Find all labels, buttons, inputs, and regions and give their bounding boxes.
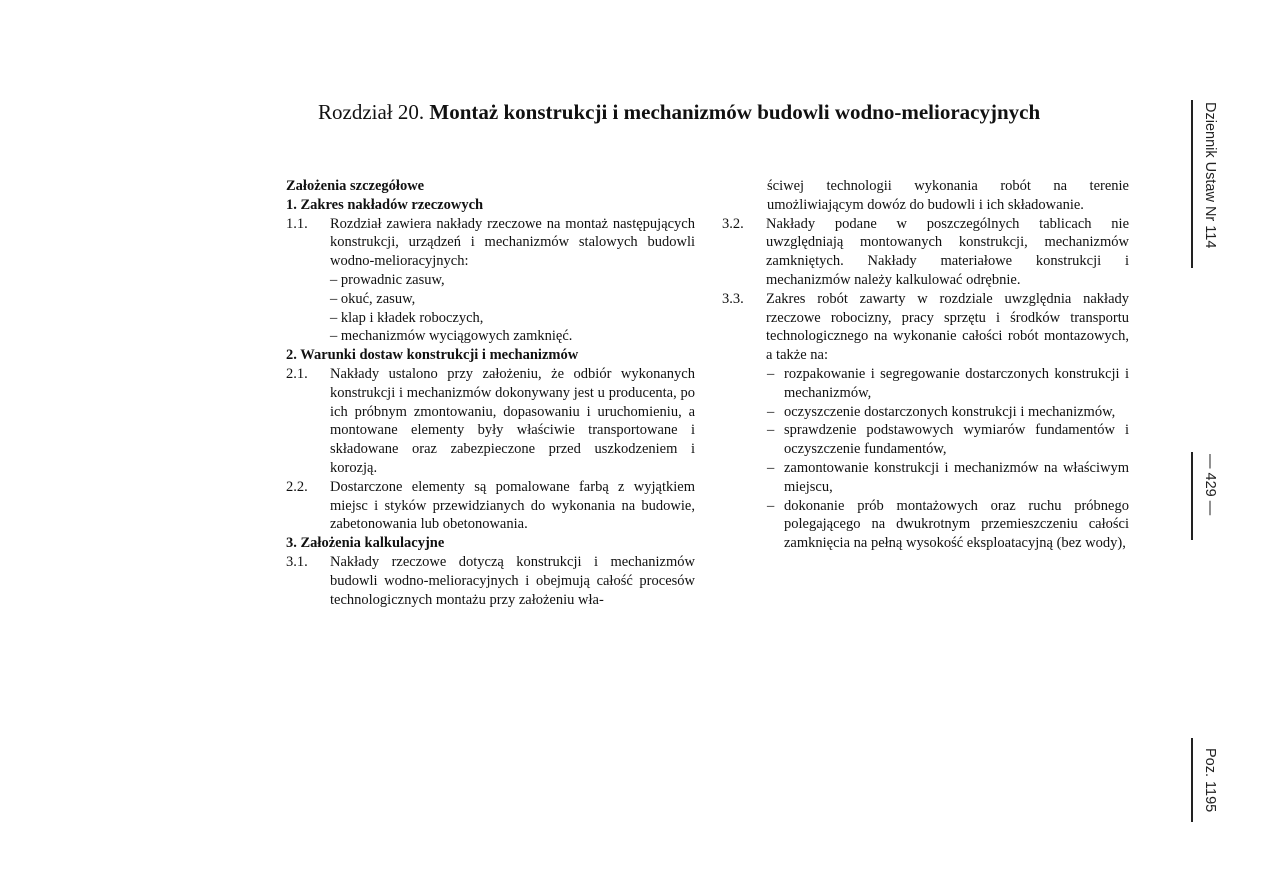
paragraph-number: 1.1. <box>286 215 308 232</box>
paragraph-3-1-continued: ściwej technologii wykonania robót na terenie umożliwiającym dowóz do budowli i ich składowanie. <box>767 178 1129 213</box>
list-item: – sprawdzenie podstawowych wymiarów fundamentów i oczyszczenie fundamentów, <box>767 422 1129 458</box>
paragraph-number: 3.3. <box>722 290 744 307</box>
position-number: Poz. 1195 <box>1202 748 1218 813</box>
paragraph-text: Nakłady podane w poszczególnych tablicach nie uwzględniają montowanych konstrukcji, mechanizmów zamkniętych. Nakłady materiałowe konstrukcji i mechanizmów należy kalkulować odrębnie. <box>766 215 1129 288</box>
paragraph-text: Nakłady ustalono przy założeniu, że odbiór wykonanych konstrukcji i mechanizmów dokonywany jest u producenta, po ich próbnym zmontowaniu, dopasowaniu i uruchomieniu, a montowane elementy były właściwie transportowane i składowane oraz zabezpieczone przed uszkodzeniem i korozją. <box>330 365 695 476</box>
paragraph-number: 2.1. <box>286 365 308 382</box>
right-column <box>722 177 1129 553</box>
list-item: – rozpakowanie i segregowanie dostarczonych konstrukcji i mechanizmów, <box>767 365 1129 401</box>
list-item-text: rozpakowanie i segregowanie dostarczonych konstrukcji i mechanizmów, <box>784 365 1129 401</box>
paragraph-3-2 <box>722 215 1129 290</box>
list-item: – mechanizmów wyciągowych zamknięć. <box>330 328 573 345</box>
list-item-text: zamontowanie konstrukcji i mechanizmów na właściwym miejscu, <box>784 459 1129 495</box>
journal-name: Dziennik Ustaw Nr 114 <box>1202 102 1218 249</box>
list-item: – oczyszczenie dostarczonych konstrukcji i mechanizmów, <box>767 403 1116 420</box>
paragraph-text: Nakłady rzeczowe dotyczą konstrukcji i mechanizmów budowli wodno-melioracyjnych i obejmują całość procesów technologicznych montażu przy założeniu wła- <box>330 553 695 608</box>
section-heading: Założenia szczegółowe <box>286 178 425 194</box>
paragraph-1-1 <box>286 215 695 271</box>
paragraph-text: Rozdział zawiera nakłady rzeczowe na montaż następujących konstrukcji, urządzeń i mechanizmów stalowych budowli wodno-melioracyjnych: <box>330 215 695 270</box>
left-column <box>286 177 695 609</box>
paragraph-3-3 <box>722 290 1129 365</box>
paragraph-number: 2.2. <box>286 478 308 495</box>
chapter-title: Montaż konstrukcji i mechanizmów budowli wodno-melioracyjnych <box>429 100 1041 124</box>
paragraph-text: Zakres robót zawarty w rozdziale uwzględnia nakłady rzeczowe robocizny, pracy sprzętu i środków transportu technologicznego na wykonanie całości robót montazowych, a także na: <box>766 290 1129 364</box>
paragraph-number: 3.1. <box>286 553 308 570</box>
list-item-text: oczyszczenie dostarczonych konstrukcji i mechanizmów, <box>784 403 1116 420</box>
paragraph-3-1 <box>286 553 695 609</box>
section-1-heading: 1. Zakres nakładów rzeczowych <box>286 196 484 213</box>
paragraph-2-1 <box>286 365 695 478</box>
paragraph-number: 3.2. <box>722 215 744 232</box>
list-item: – prowadnic zasuw, <box>330 271 445 288</box>
chapter-label: Rozdział 20. <box>318 100 425 124</box>
list-item: – okuć, zasuw, <box>330 290 416 307</box>
page-title <box>318 99 1138 125</box>
paragraph-text: Dostarczone elementy są pomalowane farbą z wyjątkiem miejsc i styków przewidzianych do wykonania na budowie, zabetonowania lub obetonowania. <box>330 478 695 533</box>
list-item: – klap i kładek roboczych, <box>330 309 484 326</box>
list-item: – dokonanie prób montażowych oraz ruchu próbnego polegającego na dwukrotnym przemieszczeniu całości zamknięcia na pełną wysokość eksploatacyjną (bez wody), <box>767 497 1129 552</box>
paragraph-2-2 <box>286 478 695 534</box>
page-sidebar <box>1190 100 1218 820</box>
list-item: – zamontowanie konstrukcji i mechanizmów na właściwym miejscu, <box>767 459 1129 495</box>
section-2-heading: 2. Warunki dostaw konstrukcji i mechanizmów <box>286 347 579 364</box>
page-number: — 429 — <box>1202 454 1218 516</box>
section-3-heading: 3. Założenia kalkulacyjne <box>286 535 445 552</box>
list-item-text: sprawdzenie podstawowych wymiarów fundamentów i oczyszczenie fundamentów, <box>784 422 1129 458</box>
list-item-text: dokonanie prób montażowych oraz ruchu próbnego polegającego na dwukrotnym przemieszczeniu całości zamknięcia na pełną wysokość eksploatacyjną (bez wody), <box>784 497 1129 552</box>
